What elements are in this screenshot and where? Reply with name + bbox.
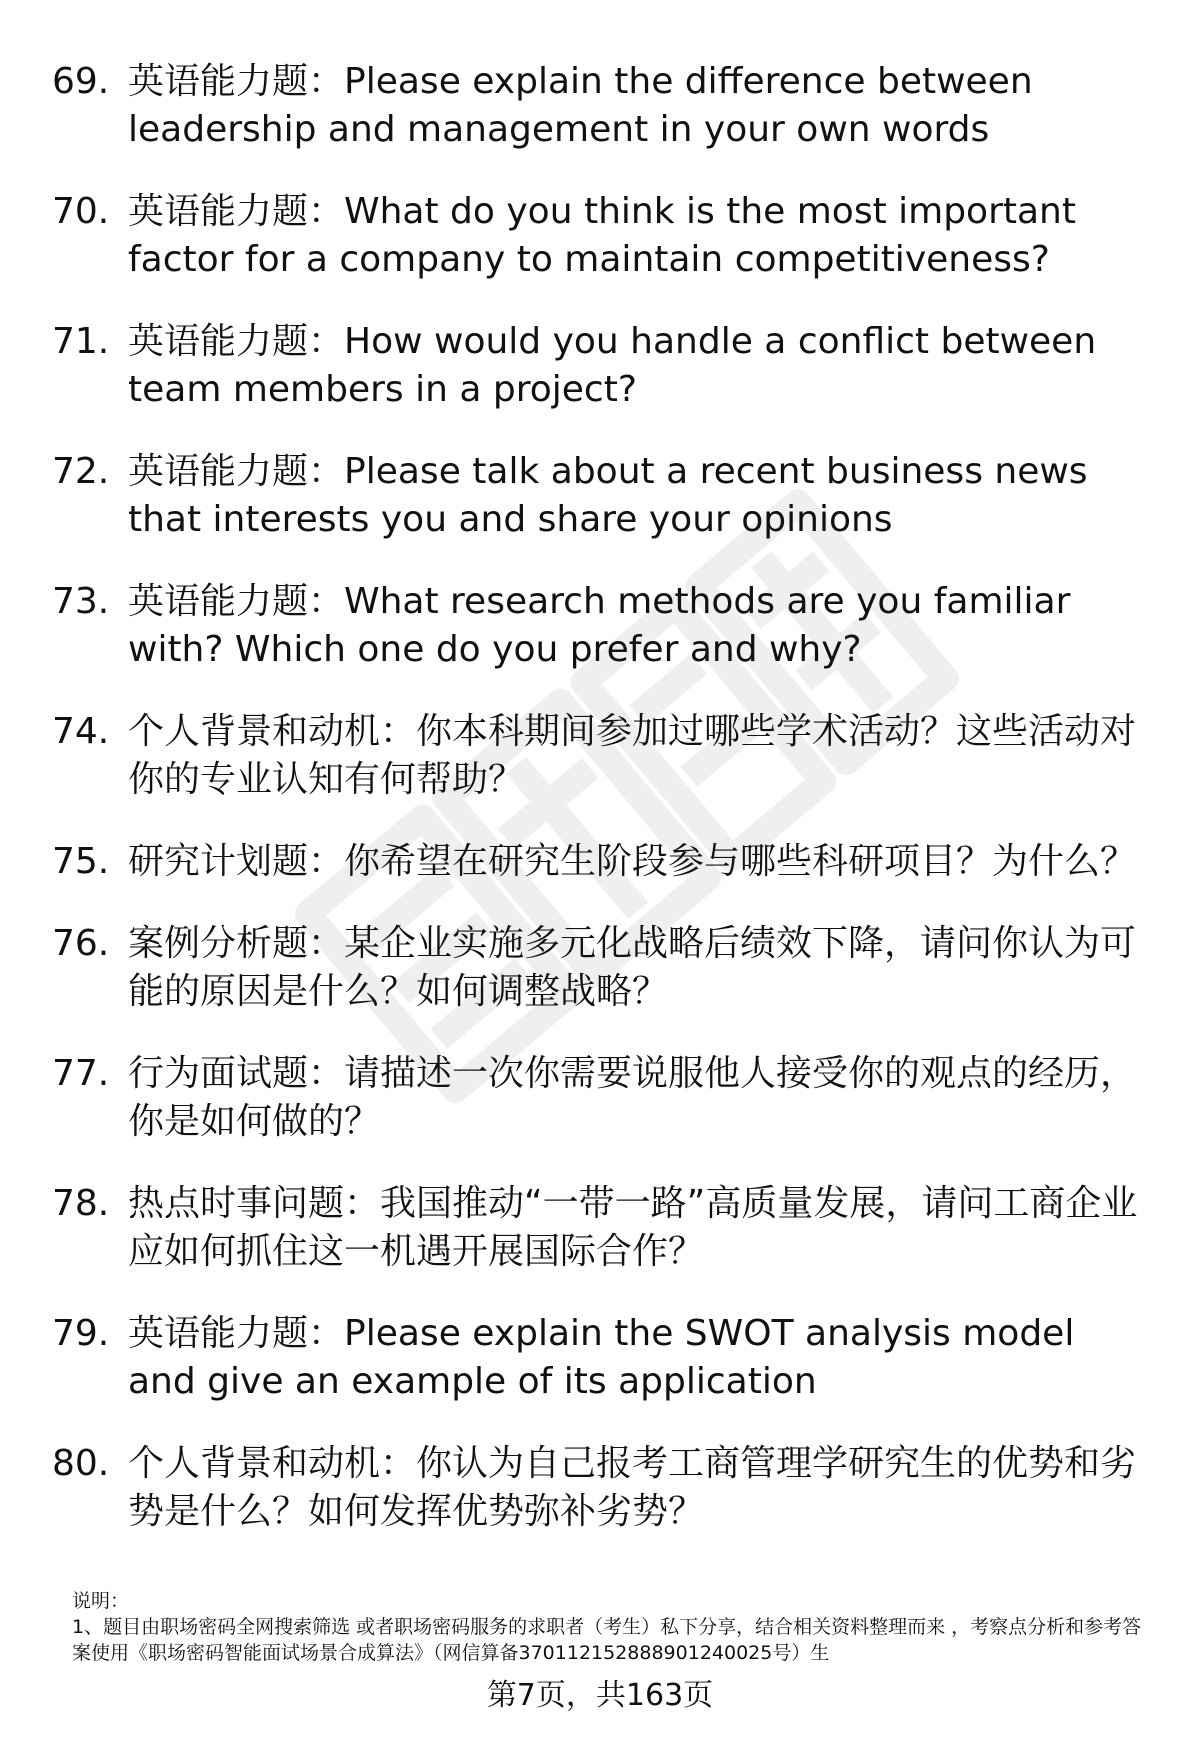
question-text: What do you think is the most important factor for a company to maintain competitiveness? bbox=[128, 191, 1076, 280]
question-body bbox=[128, 708, 1152, 804]
question-body bbox=[128, 838, 1152, 886]
question-category: 个人背景和动机： bbox=[128, 711, 417, 752]
question-text: 你本科期间参加过哪些学术活动？这些活动对你的专业认知有何帮助？ bbox=[128, 711, 1137, 800]
question-text: 你认为自己报考工商管理学研究生的优势和劣势是什么？如何发挥优势弥补劣势？ bbox=[128, 1443, 1137, 1532]
question-item bbox=[52, 920, 1152, 1016]
question-category: 英语能力题： bbox=[128, 581, 345, 622]
question-body bbox=[128, 448, 1152, 544]
question-body bbox=[128, 58, 1152, 154]
question-category: 英语能力题： bbox=[128, 191, 345, 232]
question-number: 76. bbox=[52, 923, 110, 964]
question-item bbox=[52, 708, 1152, 804]
question-text: 我国推动“一带一路”高质量发展，请问工商企业应如何抓住这一机遇开展国际合作？ bbox=[128, 1183, 1138, 1272]
question-item bbox=[52, 838, 1152, 886]
notes-heading: 说明： bbox=[72, 1590, 130, 1612]
question-text: 你希望在研究生阶段参与哪些科研项目？为什么？ bbox=[344, 841, 1137, 882]
question-number: 80. bbox=[52, 1443, 110, 1484]
question-number: 71. bbox=[52, 321, 110, 362]
question-number: 79. bbox=[52, 1313, 110, 1354]
question-text: Please explain the difference between leadership and management in your own words bbox=[128, 61, 1033, 150]
question-item bbox=[52, 188, 1152, 284]
question-category: 英语能力题： bbox=[128, 451, 345, 492]
question-number: 73. bbox=[52, 581, 110, 622]
question-item bbox=[52, 318, 1152, 414]
question-category: 英语能力题： bbox=[128, 61, 345, 102]
question-body bbox=[128, 920, 1152, 1016]
question-item bbox=[52, 1180, 1152, 1276]
question-category: 个人背景和动机： bbox=[128, 1443, 417, 1484]
question-body bbox=[128, 1180, 1152, 1276]
question-item bbox=[52, 1310, 1152, 1406]
question-text: 请描述一次你需要说服他人接受你的观点的经历，你是如何做的？ bbox=[128, 1053, 1137, 1142]
question-category: 案例分析题： bbox=[128, 923, 345, 964]
question-body bbox=[128, 1310, 1152, 1406]
question-number: 70. bbox=[52, 191, 110, 232]
question-number: 74. bbox=[52, 711, 110, 752]
notes-section bbox=[72, 1588, 1152, 1666]
question-body bbox=[128, 578, 1152, 674]
question-category: 英语能力题： bbox=[128, 321, 345, 362]
question-item bbox=[52, 1050, 1152, 1146]
question-category: 研究计划题： bbox=[128, 841, 345, 882]
question-body bbox=[128, 318, 1152, 414]
question-category: 行为面试题： bbox=[128, 1053, 345, 1094]
question-category: 英语能力题： bbox=[128, 1313, 345, 1354]
question-text: Please explain the SWOT analysis model and give an example of its application bbox=[128, 1313, 1075, 1402]
question-number: 77. bbox=[52, 1053, 110, 1094]
question-number: 69. bbox=[52, 61, 110, 102]
question-text: 某企业实施多元化战略后绩效下降，请问你认为可能的原因是什么？如何调整战略？ bbox=[128, 923, 1137, 1012]
question-body bbox=[128, 1440, 1152, 1536]
question-text: How would you handle a conflict between team members in a project? bbox=[128, 321, 1097, 410]
question-body bbox=[128, 1050, 1152, 1146]
question-item bbox=[52, 1440, 1152, 1536]
question-body bbox=[128, 188, 1152, 284]
notes-line: 1、题目由职场密码全网搜索筛选 或者职场密码服务的求职者（考生）私下分享，结合相关资料整理而来 ，考察点分析和参考答案使用《职场密码智能面试场景合成算法》（网信算备370112152888901240025号）生 bbox=[72, 1616, 1142, 1664]
question-category: 热点时事问题： bbox=[128, 1183, 381, 1224]
page-number-footer: 第7页，共163页 bbox=[486, 1678, 714, 1713]
question-item bbox=[52, 448, 1152, 544]
question-text: What research methods are you familiar with? Which one do you prefer and why? bbox=[128, 581, 1071, 670]
question-item bbox=[52, 578, 1152, 674]
question-text: Please talk about a recent business news that interests you and share your opinions bbox=[128, 451, 1088, 540]
question-number: 72. bbox=[52, 451, 110, 492]
question-item bbox=[52, 58, 1152, 154]
question-list bbox=[52, 58, 1152, 1570]
question-number: 75. bbox=[52, 841, 110, 882]
question-number: 78. bbox=[52, 1183, 110, 1224]
